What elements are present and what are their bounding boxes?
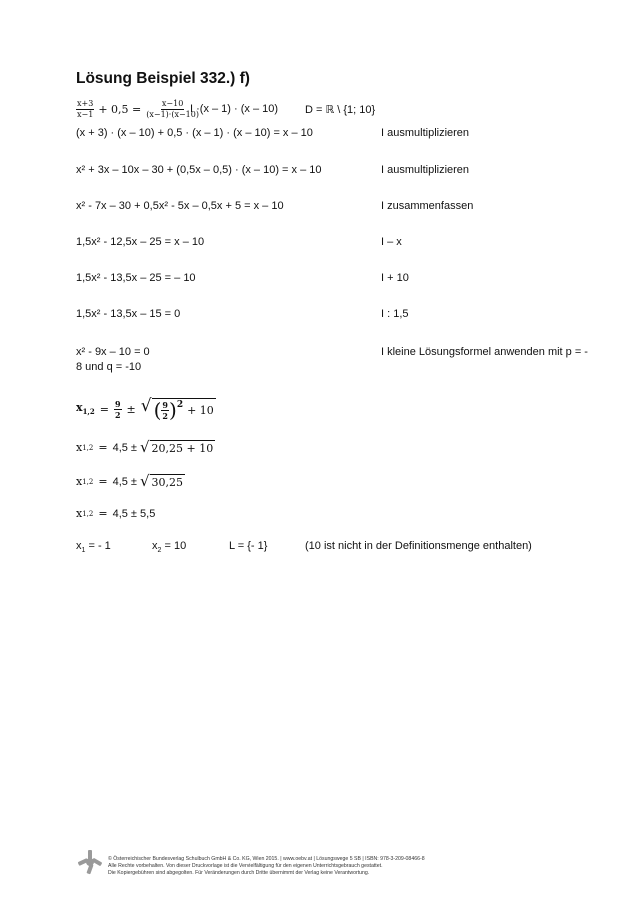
step-equation: x² - 9x – 10 = 0 bbox=[76, 346, 150, 358]
step-equation: 1,5x² - 13,5x – 15 = 0 bbox=[76, 308, 181, 320]
p-half-fraction: $\frac{9}{2}$ bbox=[114, 398, 121, 420]
fraction-2: $\frac{x-10}{(x-1)\cdot(x-10)}$ bbox=[146, 99, 199, 119]
step-operation: I – x bbox=[381, 236, 402, 248]
solution-formula: x 1,2 = 4,5 ± 5,5 bbox=[76, 507, 156, 520]
publisher-logo-icon bbox=[76, 848, 104, 876]
step-equation: x² - 7x – 30 + 0,5x² - 5x – 0,5x + 5 = x – 10 bbox=[76, 200, 284, 212]
solution-formula: $x_{1,2}$ = $\frac{9}{2}$ ± √ ( $\frac{9}{2}$ ) 2 + 10 bbox=[76, 396, 214, 422]
result-x2: $x_2 = 10$ bbox=[152, 540, 187, 555]
step-operation: I zusammenfassen bbox=[381, 200, 474, 212]
formula-lhs: $x_{1,2}$ bbox=[76, 401, 95, 417]
step-operation-continued: 8 und q = -10 bbox=[76, 361, 142, 373]
result-note: (10 ist nicht in der Definitionsmenge enthalten) bbox=[305, 540, 532, 552]
footer-copyright: © Österreichischer Bundesverlag Schulbuch GmbH & Co. KG, Wien 2015. | www.oebv.at | Lösungswege 5 SB | ISBN: 978-3-209-08466-8 Alle Rechte vorbehalten. Von dieser Druckvorlage ist die Vervielfältigung für den eigenen Unterrichtsgebrauch gestattet. Die Kopiergebühren sind abgegolten. Für Veränderungen durch Dritte übernimmt der Verlag keine Verantwortung. bbox=[108, 856, 425, 876]
solution-set: L = {- 1} bbox=[229, 540, 268, 552]
fraction-1: $\frac{x+3}{x-1}$ bbox=[77, 99, 94, 119]
step-equation: (x + 3) · (x – 10) + 0,5 · (x – 1) · (x – 10) = x – 10 bbox=[76, 127, 313, 139]
step-operation: I ausmultiplizieren bbox=[381, 164, 470, 176]
step-equation: x² + 3x – 10x – 30 + (0,5x – 0,5) · (x – 10) = x – 10 bbox=[76, 164, 322, 176]
step-operation: I ausmultiplizieren bbox=[381, 127, 470, 139]
operation-1: I ·(x – 1) · (x – 10) bbox=[190, 103, 279, 115]
solution-formula: x 1,2 = 4,5 ± √ 30,25 bbox=[76, 472, 184, 490]
step-operation: I + 10 bbox=[381, 272, 409, 284]
step-operation: I : 1,5 bbox=[381, 308, 409, 320]
original-equation bbox=[76, 100, 200, 119]
page-title: Lösung Beispiel 332.) f) bbox=[76, 70, 250, 87]
step-equation: 1,5x² - 13,5x – 25 = – 10 bbox=[76, 272, 196, 284]
square-root: √ ( $\frac{9}{2}$ ) 2 + 10 bbox=[140, 396, 214, 422]
solution-formula: x 1,2 = 4,5 ± √ 20,25 + 10 bbox=[76, 438, 214, 456]
result-x1: $x_1$ = - 1 bbox=[76, 540, 111, 555]
plus-half: + 0,5 = bbox=[98, 103, 142, 116]
domain-definition: D = ℝ \ {1; 10} bbox=[305, 104, 376, 116]
step-operation: I kleine Lösungsformel anwenden mit p = - bbox=[381, 346, 588, 358]
step-equation: 1,5x² - 12,5x – 25 = x – 10 bbox=[76, 236, 205, 248]
